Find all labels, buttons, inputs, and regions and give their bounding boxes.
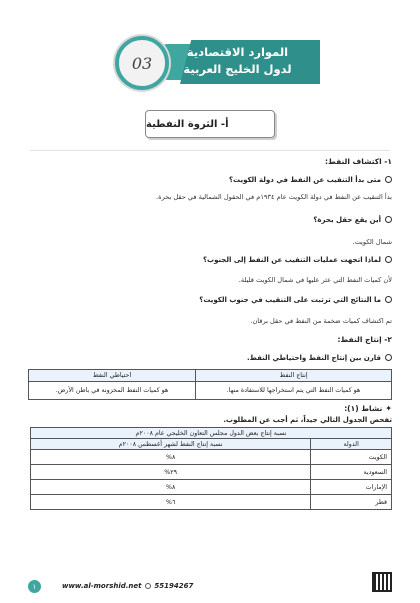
production-table [30, 427, 392, 510]
table-row [31, 465, 392, 480]
table-cell: هو كميات النفط المخزونة في باطن الأرض. [29, 382, 196, 400]
comparison-table [28, 369, 392, 400]
footer [28, 580, 392, 594]
heading-oil-discovery: ١- اكتشاف النفط: [325, 157, 392, 166]
section-title-box [145, 110, 275, 138]
table-cell-percent: ٨% [31, 480, 311, 495]
question-1 [28, 176, 392, 184]
question-2 [28, 216, 392, 224]
phone-icon [145, 583, 151, 589]
question-5-text: قارن بين إنتاج النفط واحتياطي النفط. [246, 354, 381, 362]
answer-2: شمال الكويت. [352, 238, 392, 246]
answer-3: لأن كميات النفط التي عثر عليها في شمال الكويت قليلة. [238, 276, 392, 284]
unit-number-badge [115, 36, 169, 90]
unit-title-line2: لدول الخليج العربية [183, 62, 292, 76]
question-4 [28, 296, 392, 304]
question-3-text: لماذا اتجهت عمليات التنقيب عن النفط إلى الجنوب؟ [202, 256, 381, 264]
activity-title [28, 404, 392, 413]
section-title: أ- الثروة النفطية [146, 118, 229, 130]
unit-title [170, 44, 305, 78]
answer-4: تم اكتشاف كميات ضخمة من النفط في حقل برقان. [250, 317, 392, 325]
question-2-text: أين يقع حقل بحرة؟ [313, 216, 381, 224]
question-5 [28, 354, 392, 362]
question-1-text: متى بدأ التنقيب عن النفط في دولة الكويت؟ [228, 176, 381, 184]
bullet-icon [385, 354, 392, 361]
table-cell-country: قطر [311, 495, 392, 510]
question-4-text: ما النتائج التي ترتبت على التنقيب في جنوب الكويت؟ [199, 296, 381, 304]
phone-number: 55194267 [154, 582, 194, 590]
table-cell-country: الكويت [311, 450, 392, 465]
sparkle-icon: ✦ [385, 404, 392, 413]
page-number: ١ [28, 580, 41, 593]
question-3 [28, 256, 392, 264]
table-header: الدولة [311, 439, 392, 450]
table-caption: نسبة إنتاج بعض الدول مجلس التعاون الخليجي عام ٢٠٠٨م [31, 428, 392, 439]
heading-oil-production: ٢- إنتاج النفط: [337, 335, 392, 344]
table-cell-percent: ٢٩% [31, 465, 311, 480]
table-header: إنتاج النفط [196, 370, 392, 382]
qr-code-icon [372, 572, 392, 592]
unit-title-line1: الموارد الاقتصادية [186, 45, 289, 59]
divider [30, 150, 390, 151]
table-row [31, 480, 392, 495]
bullet-icon [385, 176, 392, 183]
activity-title-text: نشاط (١): [344, 404, 383, 413]
table-cell-percent: ٨% [31, 450, 311, 465]
table-cell-percent: ٦% [31, 495, 311, 510]
table-row [31, 450, 392, 465]
table-header: احتياطي النفط [29, 370, 196, 382]
table-row [31, 495, 392, 510]
unit-number: 03 [131, 53, 153, 73]
website-link[interactable]: www.al-morshid.net [62, 582, 142, 590]
table-header: نسبة إنتاج النفط لشهر أغسطس ٢٠٠٨م [31, 439, 311, 450]
table-row [29, 382, 392, 400]
answer-1: بدأ التنقيب عن النفط في دولة الكويت عام ١٩٣٤م في الحقول الشمالية في حقل بحرة. [156, 193, 392, 201]
bullet-icon [385, 296, 392, 303]
footer-contact [62, 582, 193, 590]
table-cell: هو كميات النفط التي يتم استخراجها للاستفادة منها. [196, 382, 392, 400]
bullet-icon [385, 216, 392, 223]
table-cell-country: السعودية [311, 465, 392, 480]
activity-instruction: تفحص الجدول التالي جيداً، ثم أجب عن المطلوب. [223, 416, 392, 424]
bullet-icon [385, 256, 392, 263]
table-cell-country: الإمارات [311, 480, 392, 495]
